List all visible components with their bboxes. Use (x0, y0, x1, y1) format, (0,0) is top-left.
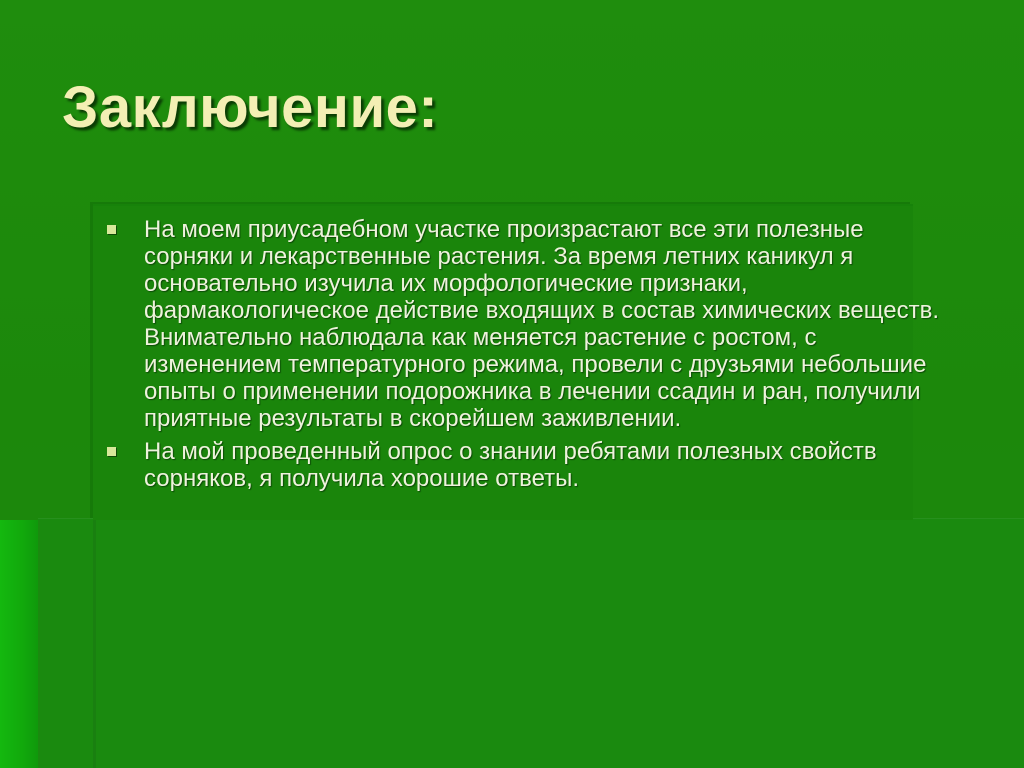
slide-title: Заключение: (62, 75, 439, 140)
decor-divider (93, 518, 96, 768)
bullet-text: На мой проведенный опрос о знании ребятами полезных свойств сорняков, я получила хорошие ответы. (144, 438, 877, 492)
bullet-item-observations (104, 216, 954, 432)
square-bullet-icon (107, 447, 116, 456)
lower-decor-panel (38, 518, 1024, 768)
side-accent-strip (0, 520, 38, 768)
bullet-list (104, 216, 954, 498)
square-bullet-icon (107, 225, 116, 234)
bullet-item-survey (104, 438, 954, 492)
bullet-text: На моем приусадебном участке произрастают все эти полезные сорняки и лекарственные растения. За время летних каникул я основательно изучила их морфологические признаки, фармакологическое действие входящих в состав химических веществ. Внимательно наблюдала как меняется растение с ростом, с изменением температурного режима, провели с друзьями небольшие опыты о применении подорожника в лечении ссадин и ран, получили приятные результаты в скорейшем заживлении. (144, 216, 940, 432)
